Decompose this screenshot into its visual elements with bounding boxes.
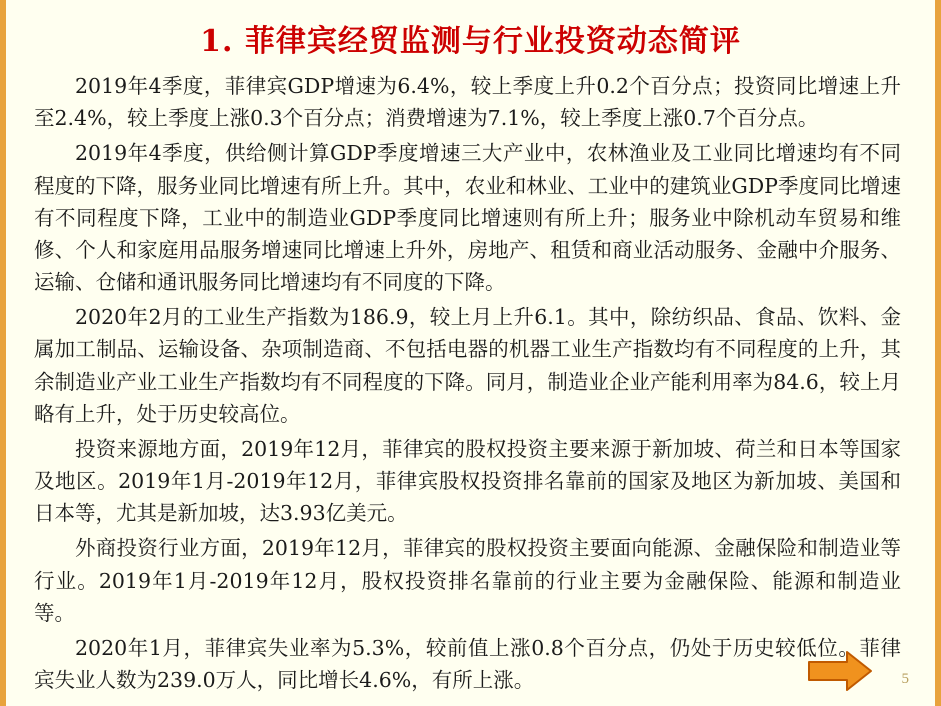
next-arrow-icon[interactable] — [807, 650, 873, 692]
paragraph: 外商投资行业方面，2019年12月，菲律宾的股权投资主要面向能源、金融保险和制造业等行业。2019年1月-2019年12月，股权投资排名靠前的行业主要为金融保险、能源和制造业等。 — [34, 536, 901, 625]
slide-body — [34, 70, 901, 696]
page-title: 1. 菲律宾经贸监测与行业投资动态简评 — [200, 24, 741, 59]
paragraph: 2019年4季度，供给侧计算GDP季度增速三大产业中，农林渔业及工业同比增速均有不同程度的下降，服务业同比增速有所上升。其中，农业和林业、工业中的建筑业GDP季度同比增速有不同程度下降，工业中的制造业GDP季度同比增速则有所上升；服务业中除机动车贸易和维修、个人和家庭用品服务增速同比增速上升外，房地产、租赁和商业活动服务、金融中介服务、运输、仓储和通讯服务同比增速均有不同度的下降。 — [34, 141, 901, 295]
page-number: 5 — [901, 671, 909, 687]
paragraph: 2020年2月的工业生产指数为186.9，较上月上升6.1。其中，除纺织品、食品、饮料、金属加工制品、运输设备、杂项制造商、不包括电器的机器工业生产指数均有不同程度的上升，其余制造业产业工业生产指数均有不同程度的下降。同月，制造业企业产能利用率为84.6，较上月略有上升，处于历史较高位。 — [34, 305, 901, 426]
paragraph: 投资来源地方面，2019年12月，菲律宾的股权投资主要来源于新加坡、荷兰和日本等国家及地区。2019年1月-2019年12月，菲律宾股权投资排名靠前的国家及地区为新加坡、美国和日本等，尤其是新加坡，达3.93亿美元。 — [34, 436, 901, 526]
paragraph: 2019年4季度，菲律宾GDP增速为6.4%，较上季度上升0.2个百分点；投资同比增速上升至2.4%，较上季度上涨0.3个百分点；消费增速为7.1%，较上季度上涨0.7个百分点。 — [34, 74, 901, 131]
paragraph: 2020年1月，菲律宾失业率为5.3%，较前值上涨0.8个百分点，仍处于历史较低位。菲律宾失业人数为239.0万人，同比增长4.6%，有所上涨。 — [34, 635, 901, 693]
